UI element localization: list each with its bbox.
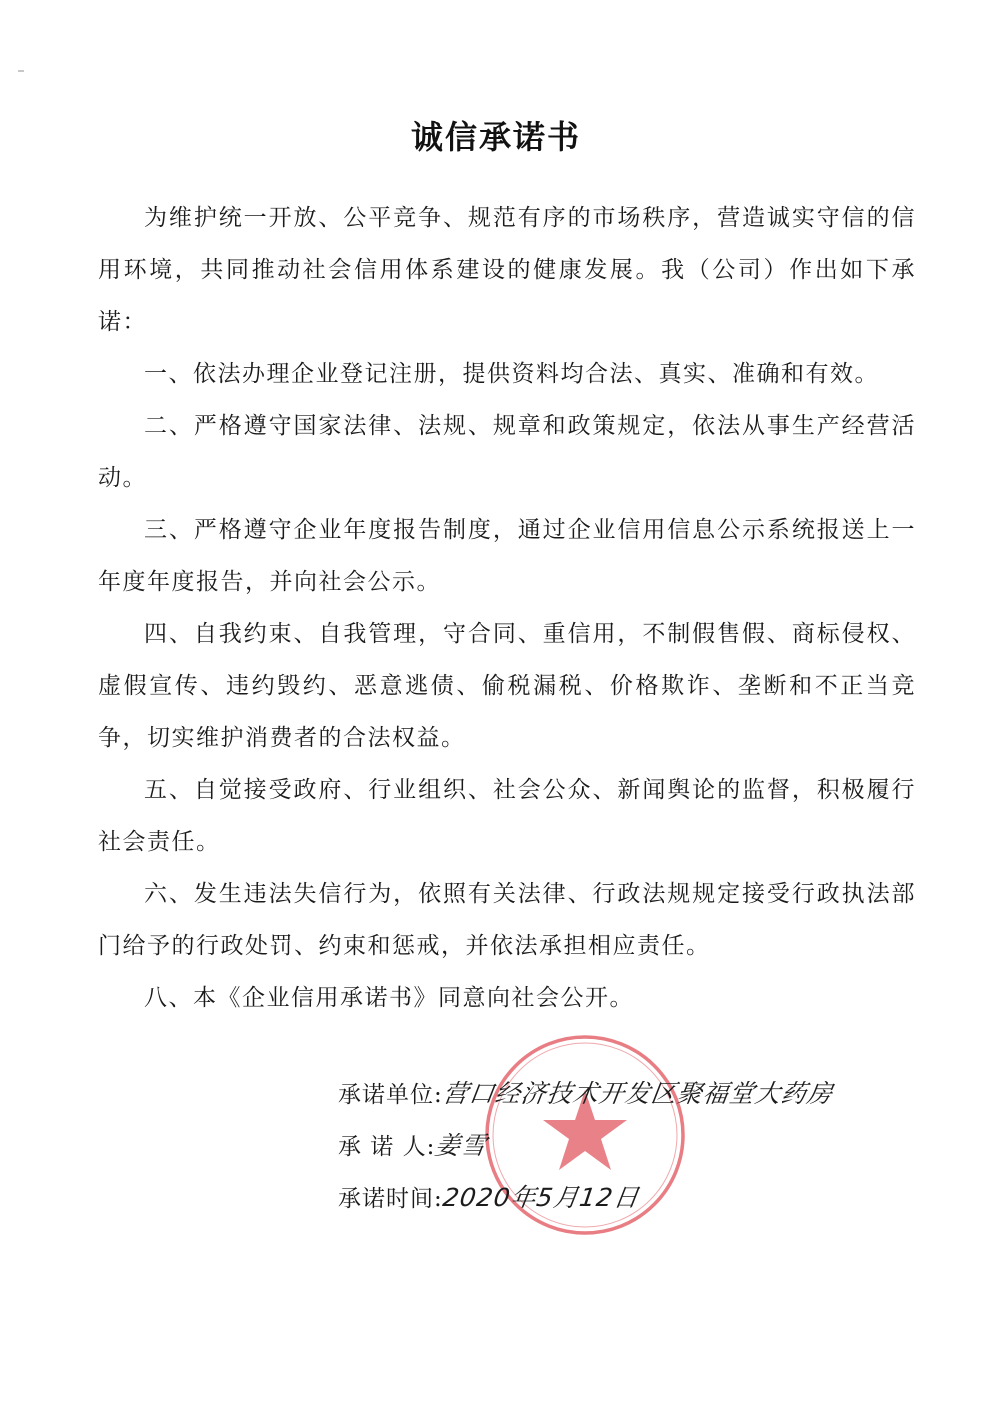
paragraph-item-5: 五、自觉接受政府、行业组织、社会公众、新闻舆论的监督，积极履行社会责任。 [98,777,916,855]
date-label: 承诺时间: [338,1186,443,1212]
paragraph-item-1: 一、依法办理企业登记注册，提供资料均合法、真实、准确和有效。 [144,361,879,387]
date-handwritten: 2020年5月12日 [440,1183,642,1212]
signature-date-row [338,1172,898,1224]
paragraph-intro: 为维护统一开放、公平竞争、规范有序的市场秩序，营造诚实守信的信用环境，共同推动社会信用体系建设的健康发展。我（公司）作出如下承诺： [98,205,916,335]
person-handwritten: 姜雪 [433,1131,490,1160]
signature-person-row [338,1120,898,1172]
signature-unit-row [338,1068,898,1120]
paragraph-item-3: 三、严格遵守企业年度报告制度，通过企业信用信息公示系统报送上一年度年度报告，并向社会公示。 [98,517,916,595]
paragraph-item-6: 六、发生违法失信行为，依照有关法律、行政法规规定接受行政执法部门给予的行政处罚、约束和惩戒，并依法承担相应责任。 [98,881,916,959]
person-label: 承 诺 人: [338,1134,436,1160]
unit-label: 承诺单位: [338,1082,443,1108]
document-body [98,192,916,1024]
signature-block [338,1068,898,1224]
unit-handwritten: 营口经济技术开发区聚福堂大药房 [440,1079,835,1108]
paragraph-item-8: 八、本《企业信用承诺书》同意向社会公开。 [144,985,634,1011]
paragraph-item-4: 四、自我约束、自我管理，守合同、重信用，不制假售假、商标侵权、虚假宣传、违约毁约、恶意逃债、偷税漏税、价格欺诈、垄断和不正当竞争，切实维护消费者的合法权益。 [98,621,916,751]
document-title: 诚信承诺书 [410,118,581,156]
paragraph-item-2: 二、严格遵守国家法律、法规、规章和政策规定，依法从事生产经营活动。 [98,413,916,491]
scan-artifact [18,70,24,72]
